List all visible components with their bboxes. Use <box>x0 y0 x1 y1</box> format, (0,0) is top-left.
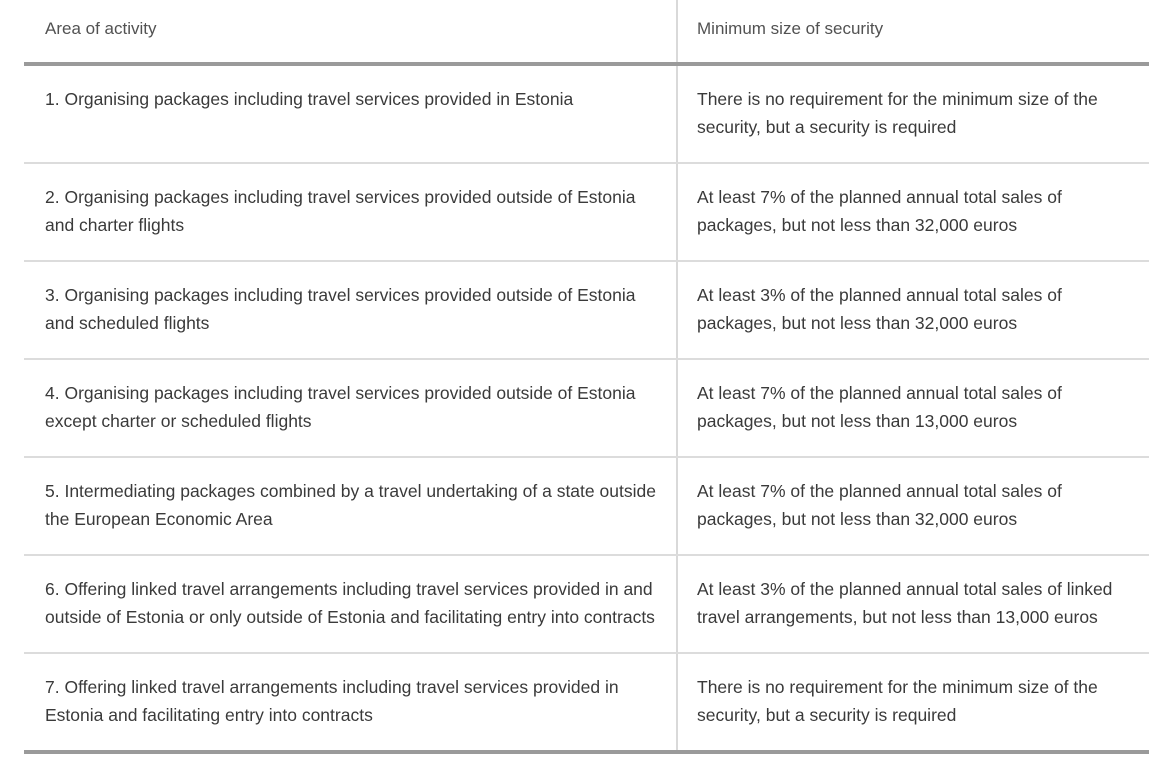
activity-cell: 2. Organising packages including travel services provided outside of Estonia and charter flights <box>24 163 677 261</box>
security-cell: At least 3% of the planned annual total sales of packages, but not less than 32,000 euros <box>677 261 1149 359</box>
table-header-row <box>24 0 1149 64</box>
table-row <box>24 64 1149 163</box>
table-row <box>24 457 1149 555</box>
security-cell: There is no requirement for the minimum size of the security, but a security is required <box>677 653 1149 752</box>
table-row <box>24 653 1149 752</box>
activity-cell: 1. Organising packages including travel services provided in Estonia <box>24 64 677 163</box>
security-cell: There is no requirement for the minimum size of the security, but a security is required <box>677 64 1149 163</box>
activity-cell: 6. Offering linked travel arrangements including travel services provided in and outside of Estonia or only outside of Estonia and facilitating entry into contracts <box>24 555 677 653</box>
table-row <box>24 261 1149 359</box>
security-cell: At least 3% of the planned annual total sales of linked travel arrangements, but not less than 13,000 euros <box>677 555 1149 653</box>
table-row <box>24 555 1149 653</box>
header-area-of-activity: Area of activity <box>24 0 677 64</box>
activity-cell: 3. Organising packages including travel services provided outside of Estonia and scheduled flights <box>24 261 677 359</box>
security-cell: At least 7% of the planned annual total sales of packages, but not less than 32,000 euros <box>677 457 1149 555</box>
header-minimum-size-of-security: Minimum size of security <box>677 0 1149 64</box>
table-row <box>24 359 1149 457</box>
security-requirements-table-container <box>24 0 1149 754</box>
security-requirements-table <box>24 0 1149 754</box>
security-cell: At least 7% of the planned annual total sales of packages, but not less than 13,000 euros <box>677 359 1149 457</box>
activity-cell: 7. Offering linked travel arrangements including travel services provided in Estonia and facilitating entry into contracts <box>24 653 677 752</box>
activity-cell: 5. Intermediating packages combined by a travel undertaking of a state outside the European Economic Area <box>24 457 677 555</box>
security-cell: At least 7% of the planned annual total sales of packages, but not less than 32,000 euros <box>677 163 1149 261</box>
table-row <box>24 163 1149 261</box>
activity-cell: 4. Organising packages including travel services provided outside of Estonia except charter or scheduled flights <box>24 359 677 457</box>
